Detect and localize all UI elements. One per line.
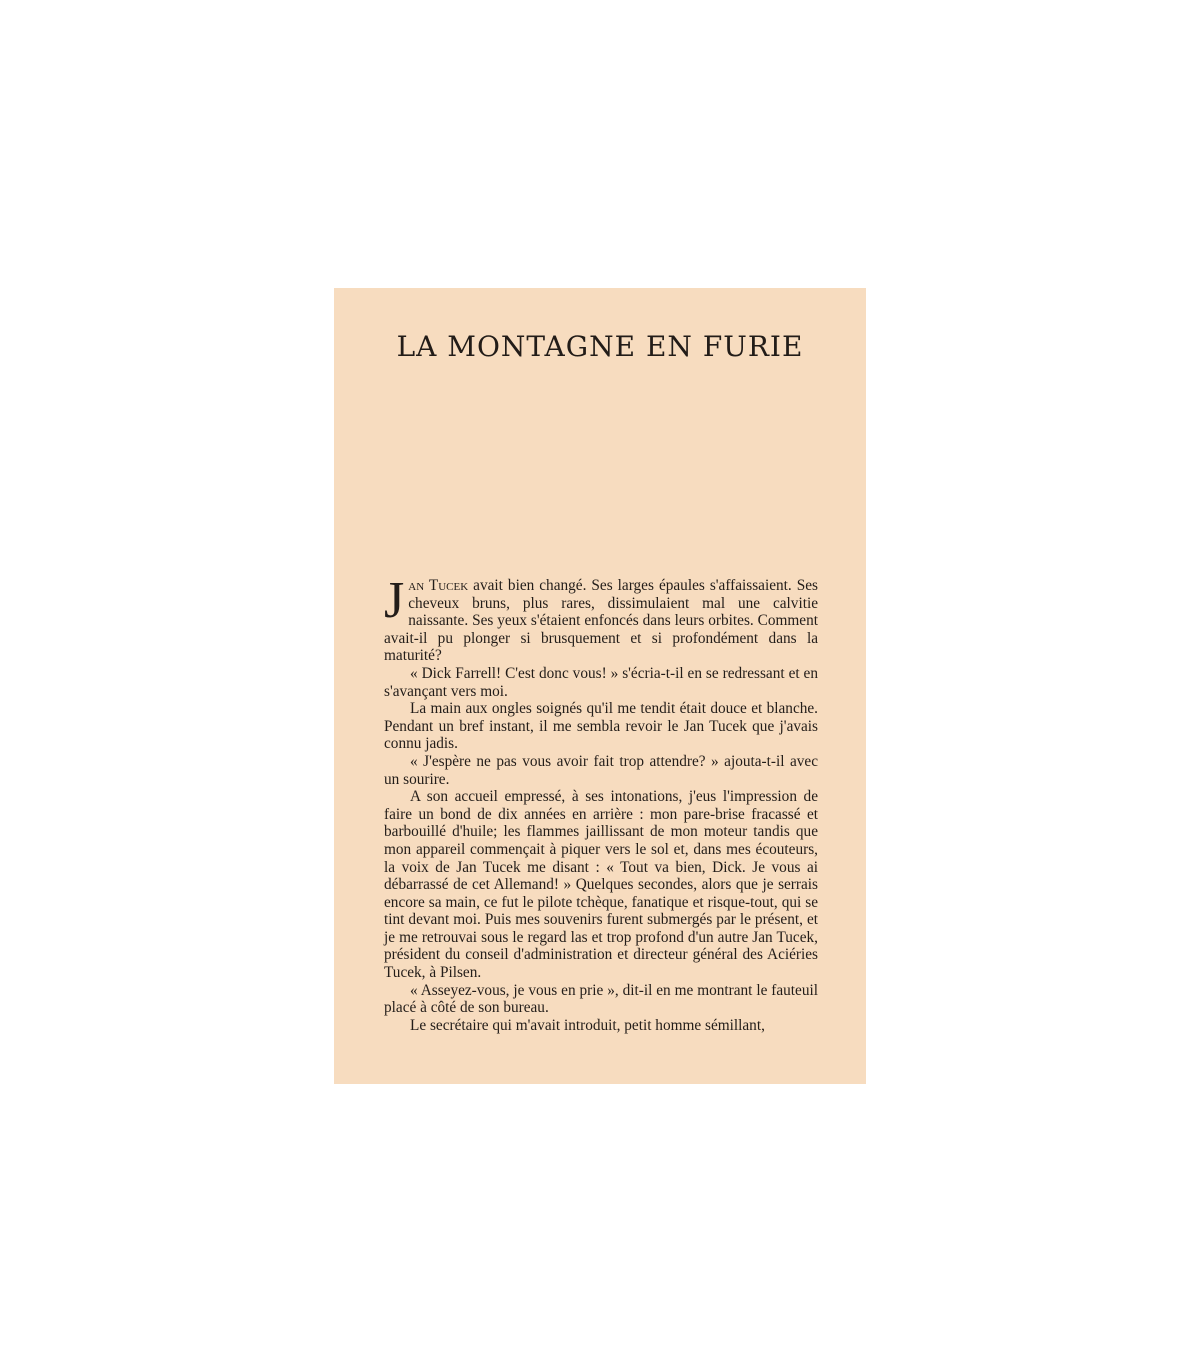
opening-name: an Tucek <box>408 577 469 594</box>
paragraph-2: « Dick Farrell! C'est donc vous! » s'écria-t-il en se redressant et en s'avançant vers moi. <box>384 664 818 700</box>
drop-cap: J <box>384 572 405 629</box>
book-page <box>334 288 866 1084</box>
paragraph-5: A son accueil empressé, à ses intonations, j'eus l'impression de faire un bond de dix années en arrière : mon pare-brise fracassé et barbouillé d'huile; les flammes jaillissant de mon moteur tandis que mon appareil commençait à piquer vers le sol et, dans mes écouteurs, la voix de Jan Tucek me disant : « Tout va bien, Dick. Je vous ai débarrassé de cet Allemand! » Quelques secondes, alors que je serrais encore sa main, ce fut le pilote tchèque, fanatique et risque-tout, qui se tint devant moi. Puis mes souvenirs furent submergés par le présent, et je me retrouvai sous le regard las et trop profond d'un autre Jan Tucek, président du conseil d'administration et directeur général des Aciéries Tucek, à Pilsen. <box>384 788 818 982</box>
body-text <box>384 572 818 1034</box>
paragraph-6: « Asseyez-vous, je vous en prie », dit-il en me montrant le fauteuil placé à côté de son bureau. <box>384 981 818 1017</box>
paragraph-1 <box>384 572 818 665</box>
paragraph-4: « J'espère ne pas vous avoir fait trop attendre? » ajouta-t-il avec un sourire. <box>384 752 818 788</box>
paragraph-7: Le secrétaire qui m'avait introduit, petit homme sémillant, <box>410 1016 765 1034</box>
paragraph-3: La main aux ongles soignés qu'il me tendit était douce et blanche. Pendant un bref instant, il me sembla revoir le Jan Tucek que j'avais connu jadis. <box>384 700 818 753</box>
paragraph-1-text: avait bien changé. Ses larges épaules s'affaissaient. Ses cheveux bruns, plus rares, dissimulaient mal une calvitie naissante. Ses yeux s'étaient enfoncés dans leurs orbites. Comment avait-il pu plonger si brusquement et si profondément dans la maturité? <box>384 577 818 665</box>
chapter-title: LA MONTAGNE EN FURIE <box>396 330 804 363</box>
